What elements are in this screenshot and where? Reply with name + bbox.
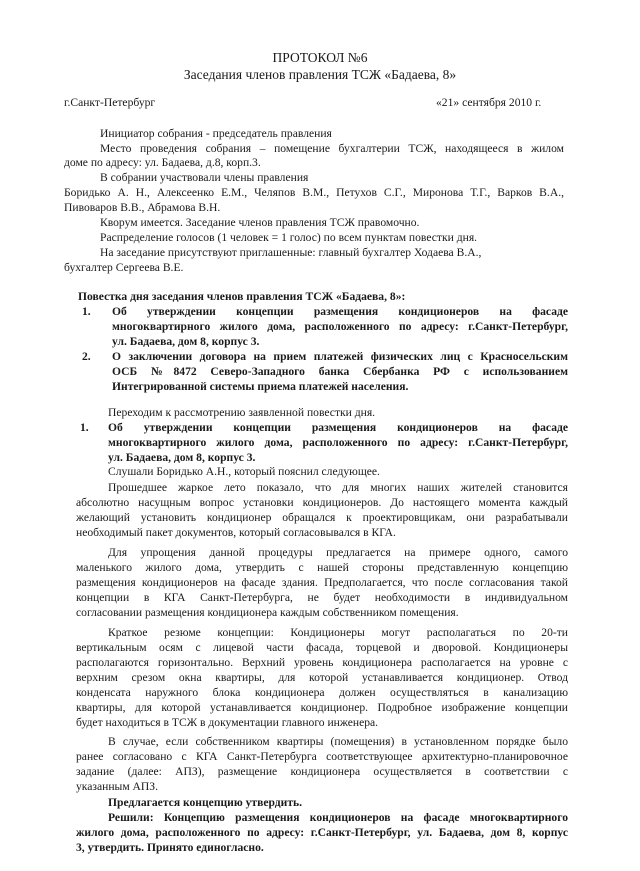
decision-line-2: жилого дома, расположенного по адресу: г.Санкт-Петербург, ул. Бадаева, дом 8, корпус [76,826,568,839]
item1-line-1: Об утверждении концепции размещения кондиционеров на фасаде [108,421,568,434]
body-p3-line-4: верхним срезом окна квартиры, для которой устанавливается кондиционер. Отвод [76,671,568,684]
intro-address: доме по адресу: ул. Бадаева, д.8, корп.3. [64,156,261,169]
intro-place: Место проведения собрания – помещение бухгалтерии ТСЖ, находящееся в жилом [100,142,564,155]
body-p2-line-2: маленького жилого дома, утвердить с нашей стороны представленную концепцию [76,561,568,574]
item1-heard: Слушали Боридько А.Н., который пояснил следующее. [108,465,380,478]
agenda-item-1-line-3: ул. Бадаева, дом 8, корпус 3. [112,335,260,348]
intro-invited: На заседание присутствуют приглашенные: главный бухгалтер Ходаева В.А., [100,246,482,259]
body-p4-line-1: В случае, если собственником квартиры (помещения) в установленном порядке было [108,735,568,748]
intro-votes: Распределение голосов (1 человек = 1 голос) по всем пунктам повестки дня. [100,231,478,244]
item1-number: 1. [80,421,89,434]
body-p3-line-6: квартиры, для которой устанавливается кондиционер. Подробное изображение концепции [76,701,568,714]
decision-line-3: 3, утвердить. Принято единогласно. [76,841,264,854]
doc-title: ПРОТОКОЛ №6 [272,50,368,65]
body-p2-line-3: размещения кондиционеров на фасаде здания. Предполагается, что после согласования такой [76,576,568,589]
agenda-item-2-line-2: ОСБ №8472 Северо-Западного банка Сбербанка РФ с использованием [112,365,568,378]
proposal-text: Предлагается концепцию утвердить. [108,796,303,809]
intro-quorum: Кворум имеется. Заседание членов правления ТСЖ правомочно. [100,216,420,229]
doc-date: «21» сентября 2010 г. [436,96,542,109]
transition-text: Переходим к рассмотрению заявленной повестки дня. [108,406,376,419]
intro-accountant: бухгалтер Сергеева В.Е. [64,261,184,274]
doc-city: г.Санкт-Петербург [64,96,156,109]
intro-initiator: Инициатор собрания - председатель правления [100,127,332,140]
body-p1-line-2: абсолютно насущным вопрос установки кондиционеров. До настоящего момента каждый [76,496,568,509]
intro-participants-2: Пивоваров В.В., Абрамова В.Н. [64,201,221,214]
body-p4-line-4: указанным АПЗ. [76,780,159,793]
decision-line-1: Решили: Концепцию размещения кондиционеров на фасаде многоквартирного [108,811,568,824]
intro-participants-1: Боридько А. Н., Алексеенко Е.М., Челяпов В.М., Петухов С.Г., Миронова Т.Г., Варков В.А., [64,186,564,199]
body-p2-line-1: Для упрощения данной процедуры предлагается на примере одного, самого [108,546,568,559]
body-p3-line-1: Краткое резюме концепции: Кондиционеры могут располагаться по 20-ти [108,626,568,639]
agenda-item-1-line-2: многоквартирного жилого дома, расположенного по адресу: г.Санкт-Петербург, [112,320,568,333]
agenda-item-1-line-1: Об утверждении концепции размещения кондиционеров на фасаде [112,305,568,318]
agenda-item-2-line-3: Интегрированной системы приема платежей населения. [112,380,409,393]
body-p4-line-2: ранее согласовано с КГА Санкт-Петербурга соответствующее архитектурно-планировочное [76,750,568,763]
intro-participants-heading: В собрании участвовали члены правления [100,171,309,184]
agenda-item-2-number: 2. [82,350,91,363]
doc-subtitle: Заседания членов правления ТСЖ «Бадаева, 8» [183,67,457,82]
agenda-heading: Повестка дня заседания членов правления ТСЖ «Бадаева, 8»: [78,290,406,303]
body-p3-line-3: располагаются горизонтально. Верхний уровень кондиционера располагается на уровне с [76,656,568,669]
body-p3-line-2: вертикальным осям с лицевой части фасада, торцевой и дворовой. Кондиционеры [76,641,568,654]
agenda-item-1-number: 1. [82,305,91,318]
body-p3-line-5: конденсата наружного блока кондиционера должен осуществляться в канализацию [76,686,568,699]
body-p3-line-7: будет находиться в ТСЖ в документации главного инженера. [76,716,379,729]
body-p1-line-1: Прошедшее жаркое лето показало, что для многих наших жителей становится [108,481,568,494]
body-p2-line-5: согласовании размещения кондиционера каждым собственником помещения. [76,606,459,619]
item1-line-3: ул. Бадаева, дом 8, корпус 3. [108,451,256,464]
agenda-item-2-line-1: О заключении договора на прием платежей физических лиц с Красносельским [112,350,568,363]
body-p1-line-3: желающий установить кондиционер обращался к проектировщикам, они разрабатывали [76,511,568,524]
item1-line-2: многоквартирного жилого дома, расположенного по адресу: г.Санкт-Петербург, [108,436,568,449]
body-p2-line-4: концепции в КГА Санкт-Петербурга, не будет необходимости в индивидуальном [76,591,568,604]
body-p1-line-4: необходимый пакет документов, который согласовывался в КГА. [76,526,396,539]
body-p4-line-3: задание (далее: АПЗ), размещение кондиционера осуществляется в соответствии с [76,765,568,778]
